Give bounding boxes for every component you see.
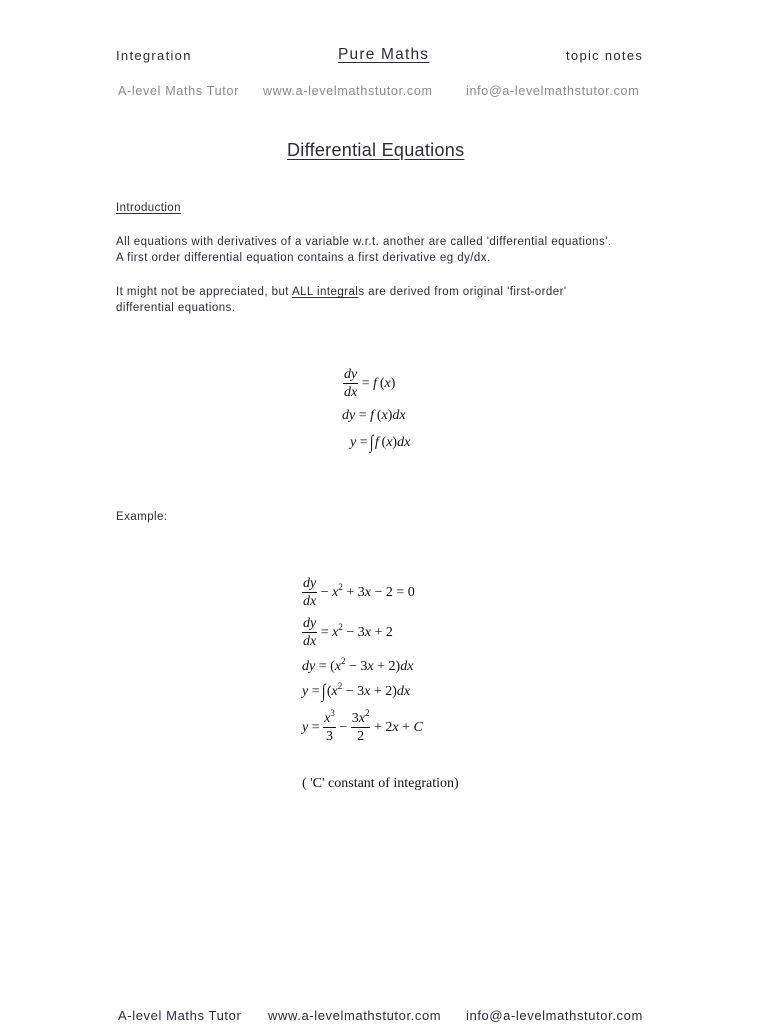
section-heading-introduction: Introduction <box>116 202 181 214</box>
equation-dy-equals-fx-dx: dy = f (x)dx <box>342 408 406 423</box>
header-topic: Integration <box>116 48 192 63</box>
page-title: Differential Equations <box>287 140 465 160</box>
equation-y-equals-integral: y = ∫ f (x)dx <box>350 432 411 453</box>
footer-email: info@a-levelmathstutor.com <box>466 1008 643 1023</box>
header-email: info@a-levelmathstutor.com <box>466 84 640 98</box>
equation-dy-dx-equals-fx: $\frac{dy}{dx}$ = f (x) <box>344 367 396 400</box>
example-step-1: $\frac{dy}{dx}$ − $x^2 + 3x - 2 = 0$ <box>303 576 415 609</box>
footer-website: www.a-levelmathstutor.com <box>268 1008 442 1023</box>
intro-paragraph-1 <box>116 234 676 266</box>
intro-paragraph-2 <box>116 284 676 316</box>
header-brand: A-level Maths Tutor <box>118 84 239 98</box>
intro-para2-text-before: It might not be appreciated, but <box>116 286 292 298</box>
intro-line-1: All equations with derivatives of a variable w.r.t. another are called 'differential equations'. <box>116 236 612 248</box>
example-step-2: $\frac{dy}{dx}$ = $x^2 - 3x + 2$ <box>303 616 393 649</box>
example-step-3: dy = $(x^2 - 3x + 2)dx$ <box>302 656 414 674</box>
constant-of-integration-note: ( 'C' constant of integration) <box>302 776 459 791</box>
header-subject: Pure Maths <box>338 46 430 63</box>
example-step-5: y = $\frac{x^3}{3}$ − $\frac{3x^2}{2}$ + 2x + C <box>302 708 423 744</box>
all-integrals-emphasis: ALL integral <box>291 286 359 298</box>
example-label: Example: <box>116 511 168 523</box>
intro-line-2: A first order differential equation contains a first derivative eg dy/dx. <box>116 252 491 264</box>
header-website: www.a-levelmathstutor.com <box>263 84 433 98</box>
intro-para2-line-1 <box>116 284 676 300</box>
footer-brand: A-level Maths Tutor <box>118 1008 242 1023</box>
example-step-4: y = ∫ $(x^2 - 3x + 2)dx$ <box>302 681 411 702</box>
header-doc-type: topic notes <box>566 48 644 63</box>
intro-para2-line-2: differential equations. <box>116 302 236 314</box>
intro-para2-text-after: s are derived from original 'first-order' <box>358 286 567 298</box>
